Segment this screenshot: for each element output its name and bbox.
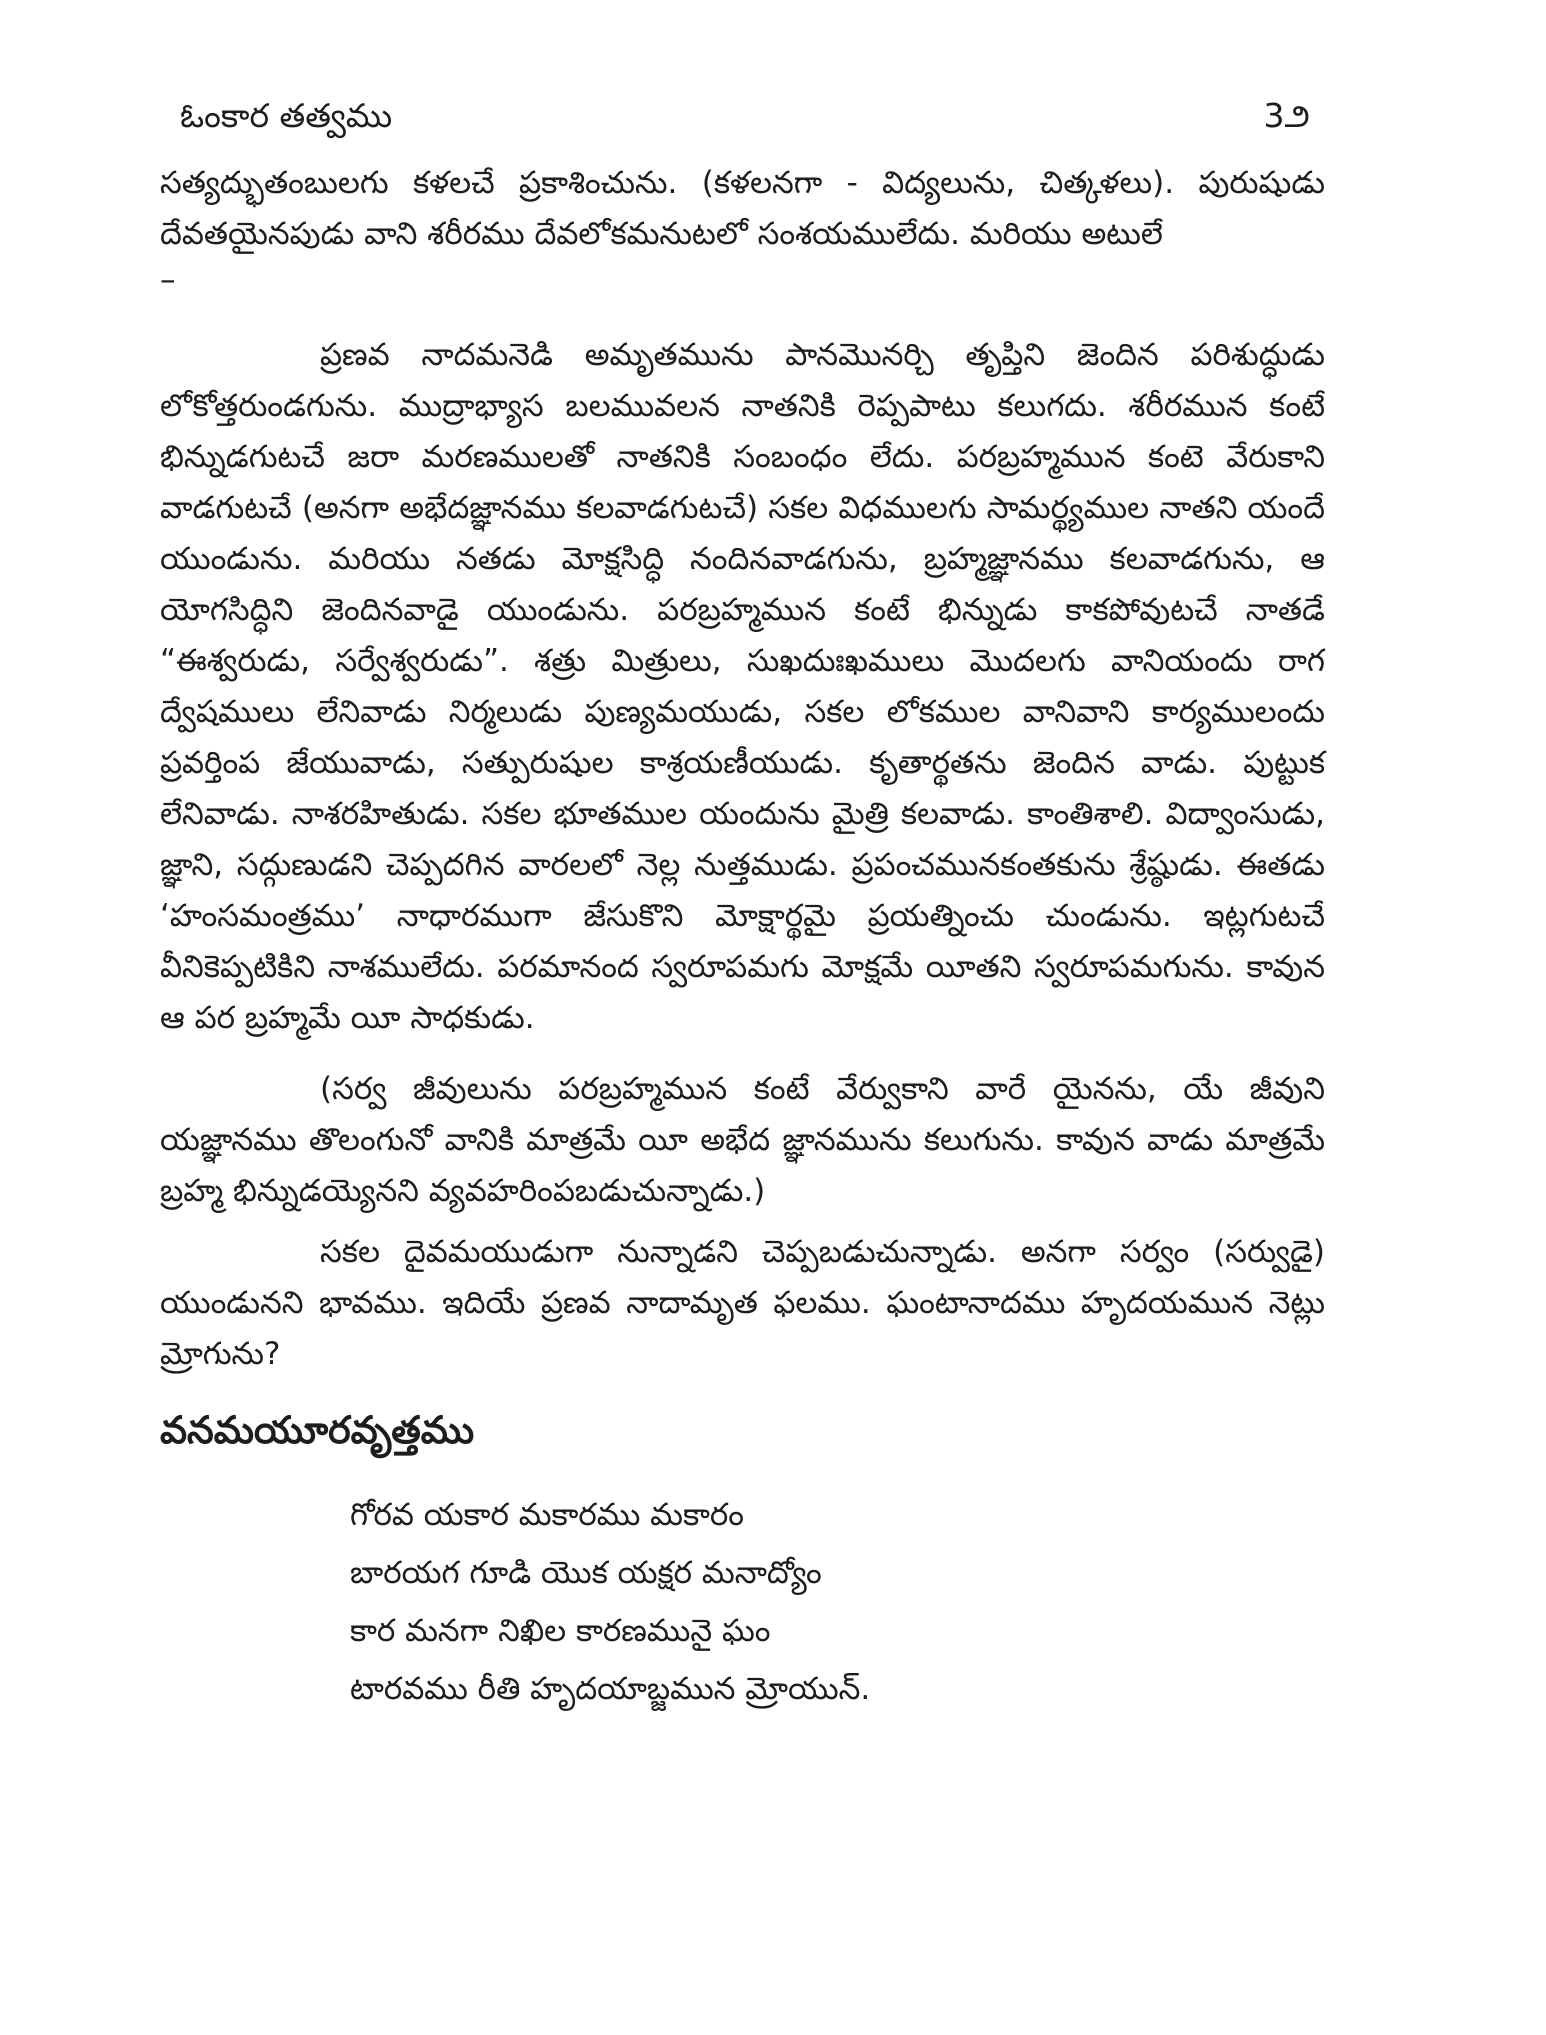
page-number: 3౨ xyxy=(1263,96,1310,135)
paragraph-2: ప్రణవ నాదమనెడి అమృతమును పానమొనర్చి తృప్తిని జెందిన పరిశుద్ధుడు లోకోత్తరుండగును. ముద్రాభ్యాస బలమువలన నాతనికి రెప్పపాటు కలుగదు. శరీరమున కంటే భిన్నుడగుటచే జరా మరణములతో నాతనికి సంబంధం లేదు. పరబ్రహ్మమున కంటె వేరుకాని వాడగుటచే (అనగా అభేదజ్ఞానము కలవాడగుటచే) సకల విధములగు సామర్థ్యముల నాతని యందే యుండును. మరియు నతడు మోక్షసిద్ధి నందినవాడగును, బ్రహ్మజ్ఞానము కలవాడగును, ఆ యోగసిద్ధిని జెందినవాడై యుండును. పరబ్రహ్మమున కంటే భిన్నుడు కాకపోవుటచే నాతడే “ఈశ్వరుడు, సర్వేశ్వరుడు”. శత్రు మిత్రులు, సుఖదుఃఖములు మొదలగు వానియందు రాగ ద్వేషములు లేనివాడు నిర్మలుడు పుణ్యమయుడు, సకల లోకముల వానివాని కార్యములందు ప్రవర్తింప జేయువాడు, సత్పురుషుల కాశ్రయణీయుడు. కృతార్థతను జెందిన వాడు. పుట్టుక లేనివాడు. నాశరహితుడు. సకల భూతముల యందును మైత్రి కలవాడు. కాంతిశాలి. విద్వాంసుడు, జ్ఞాని, సద్గుణుడని చెప్పదగిన వారలలో నెల్ల నుత్తముడు. ప్రపంచమునకంతకును శ్రేష్ఠుడు. ఈతడు ‘హంసమంత్రము’ నాధారముగా జేసుకొని మోక్షార్థమై ప్రయత్నించు చుండును. ఇట్లగుటచే వీనికెప్పటికిని నాశములేదు. పరమానంద స్వరూపమగు మోక్షమే యీతని స్వరూపమగును. కావున ఆ పర బ్రహ్మమే యీ సాధకుడు. xyxy=(160,337,1325,1036)
poem-line: బారయగ గూడి యొక యక్షర మనాద్యోం xyxy=(350,1555,822,1591)
section-heading: వనమయూరవృత్తము xyxy=(160,1408,475,1452)
running-title: ఓంకార తత్వము xyxy=(180,96,393,135)
page-header xyxy=(180,92,1330,140)
paragraph-4: సకల దైవమయుడుగా నున్నాడని చెప్పబడుచున్నాడు. అనగా సర్వం (సర్వుడై) యుండునని భావము. ఇదియే ప్రణవ నాదామృత ఫలము. ఘంటానాదము హృదయమున నెట్లు మ్రోగును? xyxy=(160,1234,1325,1372)
paragraph-1: సత్యద్భుతంబులగు కళలచే ప్రకాశించును. (కళలనగా - విద్యలును, చిత్కళలు). పురుషుడు దేవతయైనపుడు వాని శరీరము దేవలోకమనుటలో సంశయములేదు. మరియు అటులే xyxy=(160,165,1325,252)
poem-line: టారవము రీతి హృదయాబ్జమున మ్రోయున్. xyxy=(350,1671,871,1707)
page-body xyxy=(160,158,1325,1718)
dash-mark: – xyxy=(160,262,176,298)
poem-line: కార మనగా నిఖిల కారణమునై ఘం xyxy=(350,1613,771,1649)
poem-verse xyxy=(350,1486,1325,1718)
poem-line: గోరవ యకార మకారము మకారం xyxy=(350,1497,744,1533)
paragraph-3: (సర్వ జీవులును పరబ్రహ్మమున కంటే వేర్వుకాని వారే యైనను, యే జీవుని యజ్ఞానము తొలంగునో వానికి మాత్రమే యీ అభేద జ్ఞానమును కలుగును. కావున వాడు మాత్రమే బ్రహ్మ భిన్నుడయ్యెనని వ్యవహరింపబడుచున్నాడు.) xyxy=(160,1071,1325,1209)
